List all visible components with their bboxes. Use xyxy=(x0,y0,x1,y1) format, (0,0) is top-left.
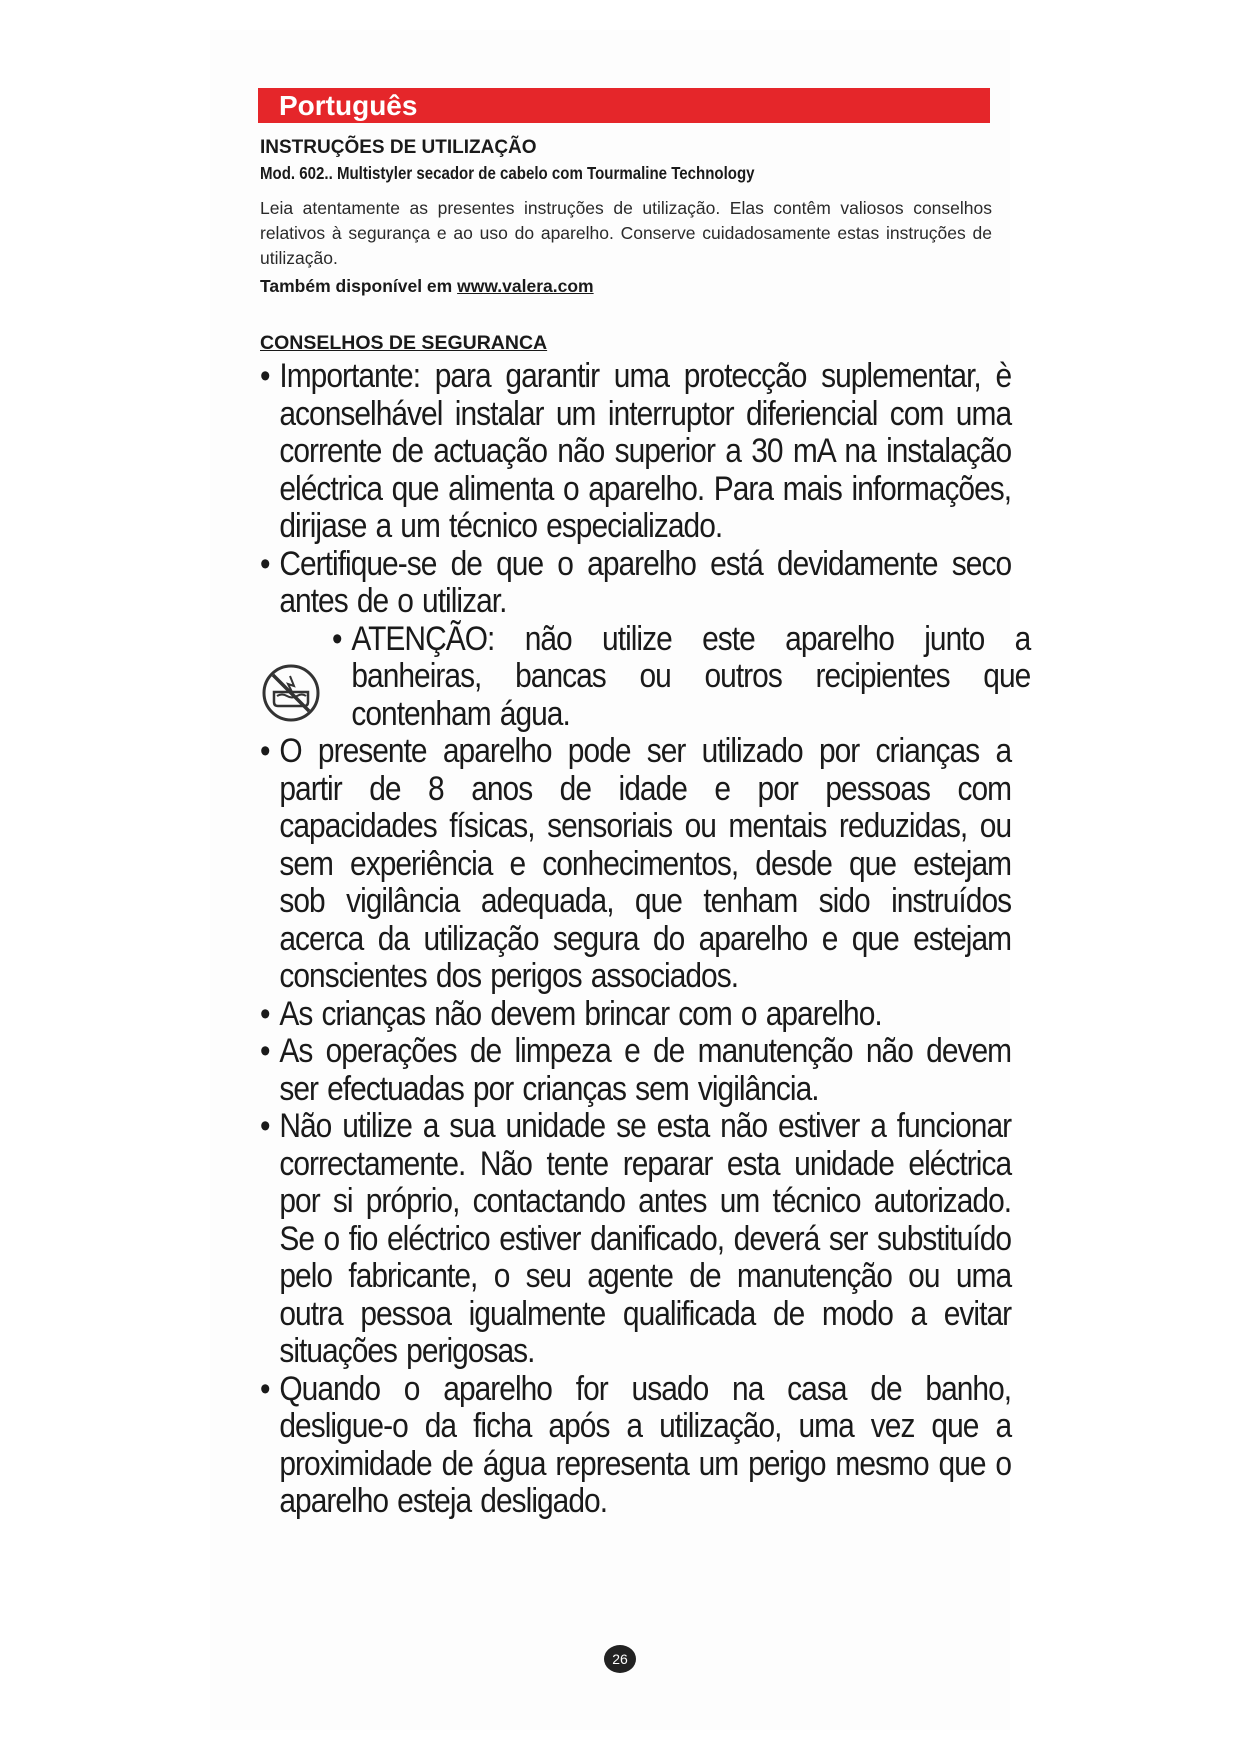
bullet-dot: • xyxy=(260,732,270,770)
list-item-text: Quando o aparelho for usado na casa de banho, desligue-o da ficha após a utilização, uma vez que a proximidade de água representa um perigo mesmo que o aparelho esteja desligado. xyxy=(279,1369,1012,1520)
list-item xyxy=(260,733,1011,996)
bullet-dot: • xyxy=(332,619,342,658)
safety-heading: CONSELHOS DE SEGURANCA xyxy=(260,332,548,354)
page-number-badge: 26 xyxy=(604,1645,636,1673)
model-subtitle: Mod. 602.. Multistyler secador de cabelo com Tourmaline Technology xyxy=(260,163,755,183)
list-item-text: Certifique-se de que o aparelho está devidamente seco antes de o utilizar. xyxy=(279,544,1012,620)
list-item-text: Importante: para garantir uma protecção suplementar, è aconselhável instalar um interruptor diferiencial com uma corrente de actuação não superior a 30 mA na instalação eléctrica que alimenta o aparelho. Para mais informações, dirijase a um técnico especializado. xyxy=(279,357,1012,545)
bullet-dot: • xyxy=(260,1032,270,1070)
website-link[interactable]: www.valera.com xyxy=(457,276,594,296)
bullet-dot: • xyxy=(260,544,270,583)
list-item-text: As operações de limpeza e de manutenção não devem ser efectuadas por crianças sem vigilância. xyxy=(279,1032,1012,1108)
list-item-warning xyxy=(332,621,1030,734)
list-item xyxy=(260,1108,1011,1371)
bullet-dot: • xyxy=(260,994,270,1033)
safety-list xyxy=(260,357,1031,1521)
bullet-dot: • xyxy=(260,1107,270,1145)
language-header-bar: Português xyxy=(258,88,990,123)
list-item xyxy=(260,358,1011,546)
list-item xyxy=(260,1371,1011,1521)
list-item xyxy=(260,546,1011,621)
list-item-text: ATENÇÃO: não utilize este aparelho junto a banheiras, bancas ou outros recipientes que contenham água. xyxy=(351,619,1031,733)
also-available-line xyxy=(260,276,594,297)
also-available-prefix: Também disponível em xyxy=(260,276,453,296)
page-title: INSTRUÇÕES DE UTILIZAÇÃO xyxy=(260,137,537,158)
intro-paragraph: Leia atentamente as presentes instruções de utilização. Elas contêm valiosos conselhos relativos à segurança e ao uso do aparelho. Conserve cuidadosamente estas instruções de utilização. xyxy=(260,198,992,268)
bullet-dot: • xyxy=(260,357,270,395)
bullet-dot: • xyxy=(260,1369,270,1408)
list-item-text: Não utilize a sua unidade se esta não estiver a funcionar correctamente. Não tente reparar esta unidade eléctrica por si próprio, contactando antes um técnico autorizado. Se o fio eléctrico estiver danificado, deverá ser substituído pelo fabricante, o seu agente de manutenção ou uma outra pessoa igualmente qualificada de modo a evitar situações perigosas. xyxy=(279,1107,1012,1370)
list-item-text: O presente aparelho pode ser utilizado por crianças a partir de 8 anos de idade e por pessoas com capacidades físicas, sensoriais ou mentais reduzidas, ou sem experiência e conhecimentos, desde que estejam sob vigilância adequada, que tenham sido instruídos acerca da utilização segura do aparelho e que estejam conscientes dos perigos associados. xyxy=(279,732,1012,995)
list-item-text: As crianças não devem brincar com o aparelho. xyxy=(279,994,882,1033)
list-item xyxy=(260,1033,1011,1108)
list-item xyxy=(260,996,1011,1034)
